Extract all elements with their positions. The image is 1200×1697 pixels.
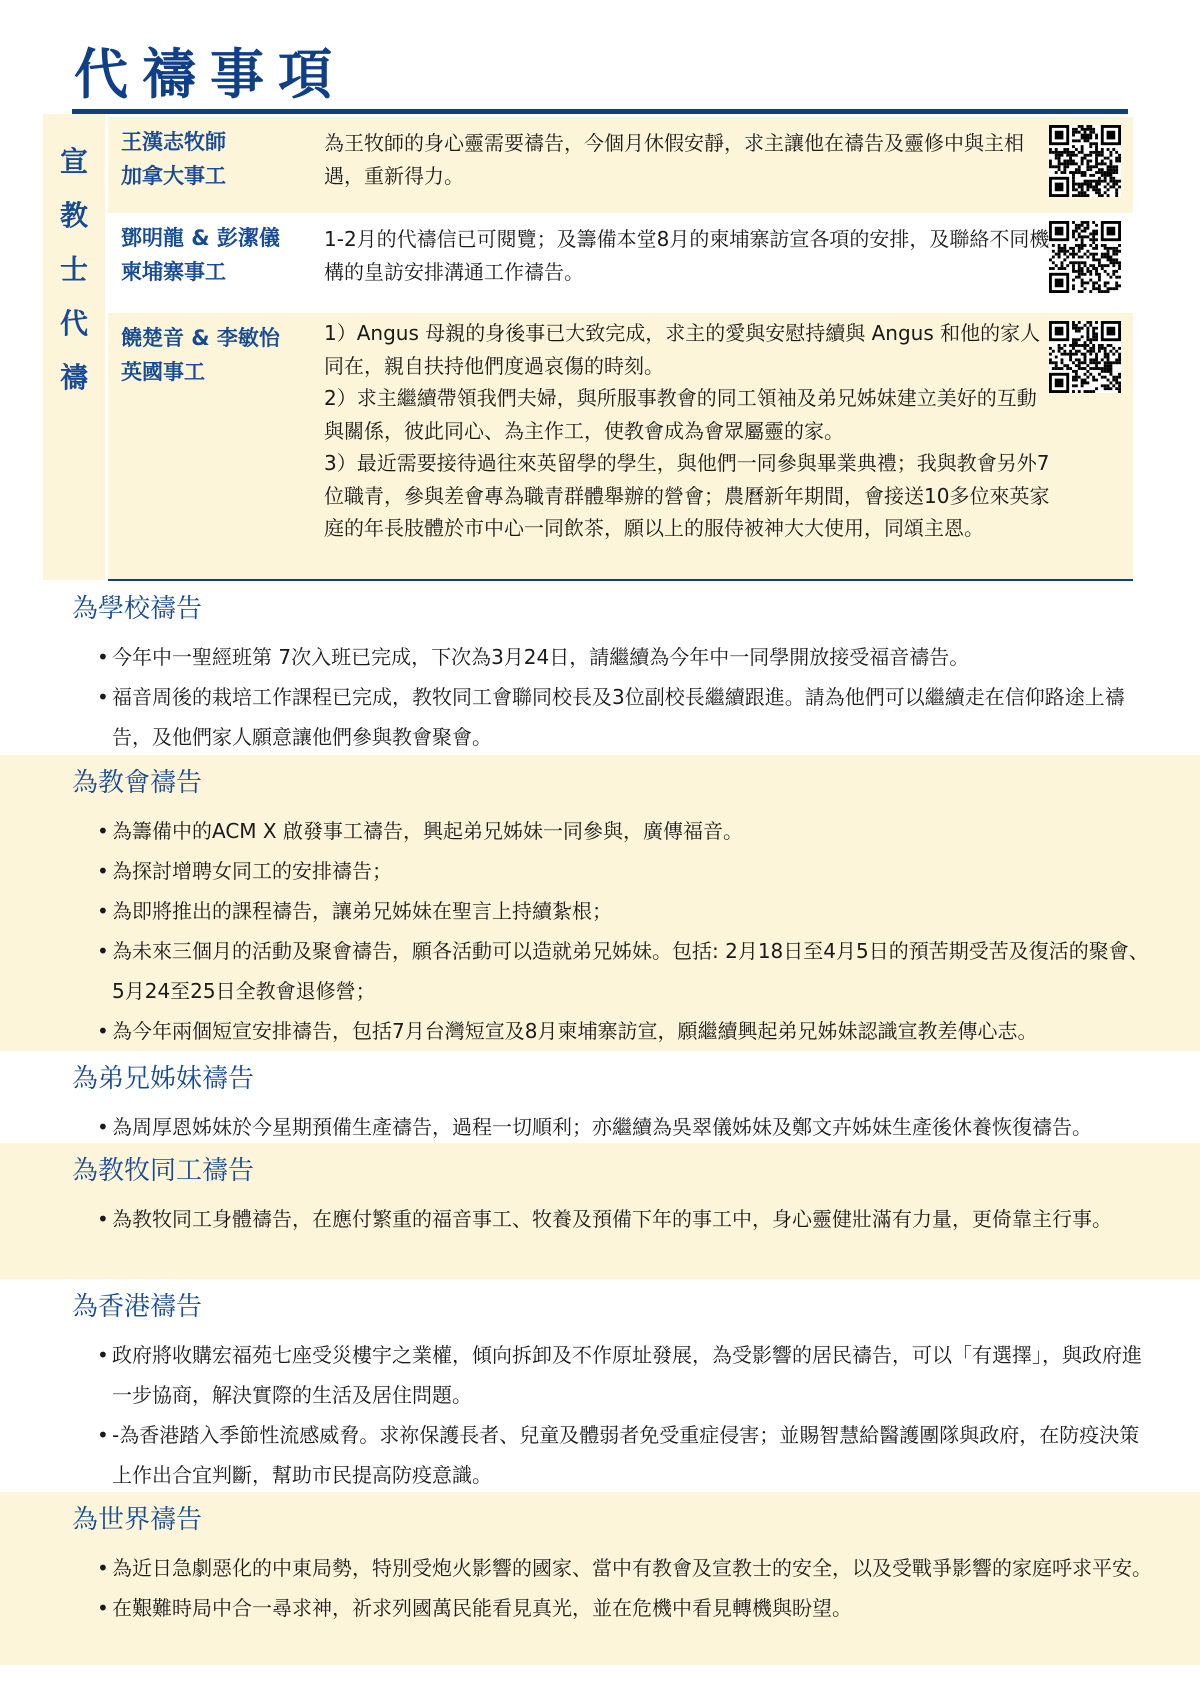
missionary-prayer-text: 為王牧師的身心靈需要禱告，今個月休假安靜，求主讓他在禱告及靈修中與主相遇，重新得力。: [324, 131, 1024, 188]
missionary-prayer-text: 1-2月的代禱信已可閱覽；及籌備本堂8月的柬埔寨訪宣各項的安排，及聯絡不同機構的皇訪安排溝通工作禱告。: [324, 227, 1050, 284]
prayer-section: [0, 1051, 1200, 1143]
list-item: • 今年中一聖經班第 7次入班已完成，下次為3月24日，請繼續為今年中一同學開放接受福音禱告。: [97, 637, 1152, 677]
vertical-label-char: 宣: [59, 145, 88, 178]
missionary-row: [108, 213, 1133, 313]
list-item: • 為未來三個月的活動及聚會禱告，願各活動可以造就弟兄姊妹。包括: 2月18日至4月5日的預苦期受苦及復活的聚會、5月24至25日全教會退修營；: [97, 931, 1152, 1011]
prayer-list: [97, 1199, 1152, 1239]
prayer-section: [0, 1279, 1200, 1492]
prayer-section: [0, 581, 1200, 755]
prayer-list: [97, 637, 1152, 757]
vertical-label-char: 代: [59, 307, 88, 340]
missionary-region: 柬埔寨事工: [121, 260, 226, 284]
missionary-region: 加拿大事工: [121, 164, 226, 188]
missionary-row: [108, 313, 1133, 579]
list-item: • 為教牧同工身體禱告，在應付繁重的福音事工、牧養及預備下年的事工中，身心靈健壯滿有力量，更倚靠主行事。: [97, 1199, 1152, 1239]
list-item: • 為周厚恩姊妹於今星期預備生產禱告，過程一切順利；亦繼續為吳翠儀姊妹及鄭文卉姊妹生產後休養恢復禱告。: [97, 1107, 1152, 1147]
qr-code-icon[interactable]: [1049, 321, 1121, 393]
missionary-region: 英國事工: [121, 360, 205, 384]
prayer-list: [97, 811, 1152, 1051]
prayer-paragraph: 1）Angus 母親的身後事已大致完成，求主的愛與安慰持續與 Angus 和他的家人同在，親自扶持他們度過哀傷的時刻。: [324, 321, 1041, 378]
list-item: • 在艱難時局中合一尋求神，祈求列國萬民能看見真光，並在危機中看見轉機與盼望。: [97, 1588, 1152, 1628]
missionary-name: 王漢志牧師: [121, 130, 226, 154]
list-item: • 為今年兩個短宣安排禱告，包括7月台灣短宣及8月柬埔寨訪宣，願繼續興起弟兄姊妹認識宣教差傳心志。: [97, 1011, 1152, 1051]
qr-code-icon[interactable]: [1049, 125, 1121, 197]
prayer-list: [97, 1548, 1152, 1628]
section-heading: 為世界禱告: [72, 1505, 203, 1535]
prayer-section: [0, 1143, 1200, 1279]
list-item: • -為香港踏入季節性流感威脅。求祢保護長者、兒童及體弱者免受重症侵害；並賜智慧給醫護團隊與政府，在防疫決策上作出合宜判斷，幫助市民提高防疫意識。: [97, 1415, 1152, 1495]
section-heading: 為弟兄姊妹禱告: [72, 1064, 255, 1094]
section-heading: 為教會禱告: [72, 768, 203, 798]
missionary-name-block: [121, 221, 280, 289]
title-divider: [72, 109, 1128, 114]
missionary-name-block: [121, 321, 280, 389]
missionary-name-block: [121, 125, 226, 193]
page-title: 代禱事項: [74, 43, 346, 106]
missionary-name: 鄧明龍 & 彭潔儀: [121, 226, 280, 250]
list-item: • 福音周後的栽培工作課程已完成，教牧同工會聯同校長及3位副校長繼續跟進。請為他們可以繼續走在信仰路途上禱告，及他們家人願意讓他們參與教會聚會。: [97, 677, 1152, 757]
section-heading: 為香港禱告: [72, 1292, 203, 1322]
prayer-section: [0, 755, 1200, 1051]
list-item: • 為籌備中的ACM X 啟發事工禱告，興起弟兄姊妹一同參與，廣傳福音。: [97, 811, 1152, 851]
vertical-label-char: 教: [59, 199, 88, 232]
section-heading: 為學校禱告: [72, 594, 203, 624]
list-item: • 為探討增聘女同工的安排禱告；: [97, 851, 1152, 891]
missionary-prayer-text: [324, 317, 1054, 545]
vertical-label-char: 士: [59, 253, 88, 286]
qr-code-icon[interactable]: [1049, 221, 1121, 293]
list-item: • 為即將推出的課程禱告，讓弟兄姊妹在聖言上持續紮根；: [97, 891, 1152, 931]
prayer-section: [0, 1492, 1200, 1665]
prayer-paragraph: 3）最近需要接待過往來英留學的學生，與他們一同參與畢業典禮；我與教會另外7位職青，參與差會專為職青群體舉辦的營會；農曆新年期間，會接送10多位來英家庭的年長肢體於市中心一同飲茶，願以上的服侍被神大大使用，同頌主恩。: [324, 451, 1050, 540]
vertical-label-char: 禱: [59, 361, 88, 394]
missionary-row: [108, 117, 1133, 213]
section-heading: 為教牧同工禱告: [72, 1156, 255, 1186]
missionary-label-column: [43, 114, 105, 580]
prayer-list: [97, 1335, 1152, 1495]
list-item: • 為近日急劇惡化的中東局勢，特別受炮火影響的國家、當中有教會及宣教士的安全，以及受戰爭影響的家庭呼求平安。: [97, 1548, 1152, 1588]
prayer-list: [97, 1107, 1152, 1147]
missionary-name: 饒楚音 & 李敏怡: [121, 326, 280, 350]
prayer-paragraph: 2）求主繼續帶領我們夫婦，與所服事教會的同工領袖及弟兄姊妹建立美好的互動與關係，彼此同心、為主作工，使教會成為會眾屬靈的家。: [324, 386, 1037, 443]
list-item: • 政府將收購宏福苑七座受災樓宇之業權，傾向拆卸及不作原址發展，為受影響的居民禱告，可以「有選擇」，與政府進一步協商，解決實際的生活及居住問題。: [97, 1335, 1152, 1415]
